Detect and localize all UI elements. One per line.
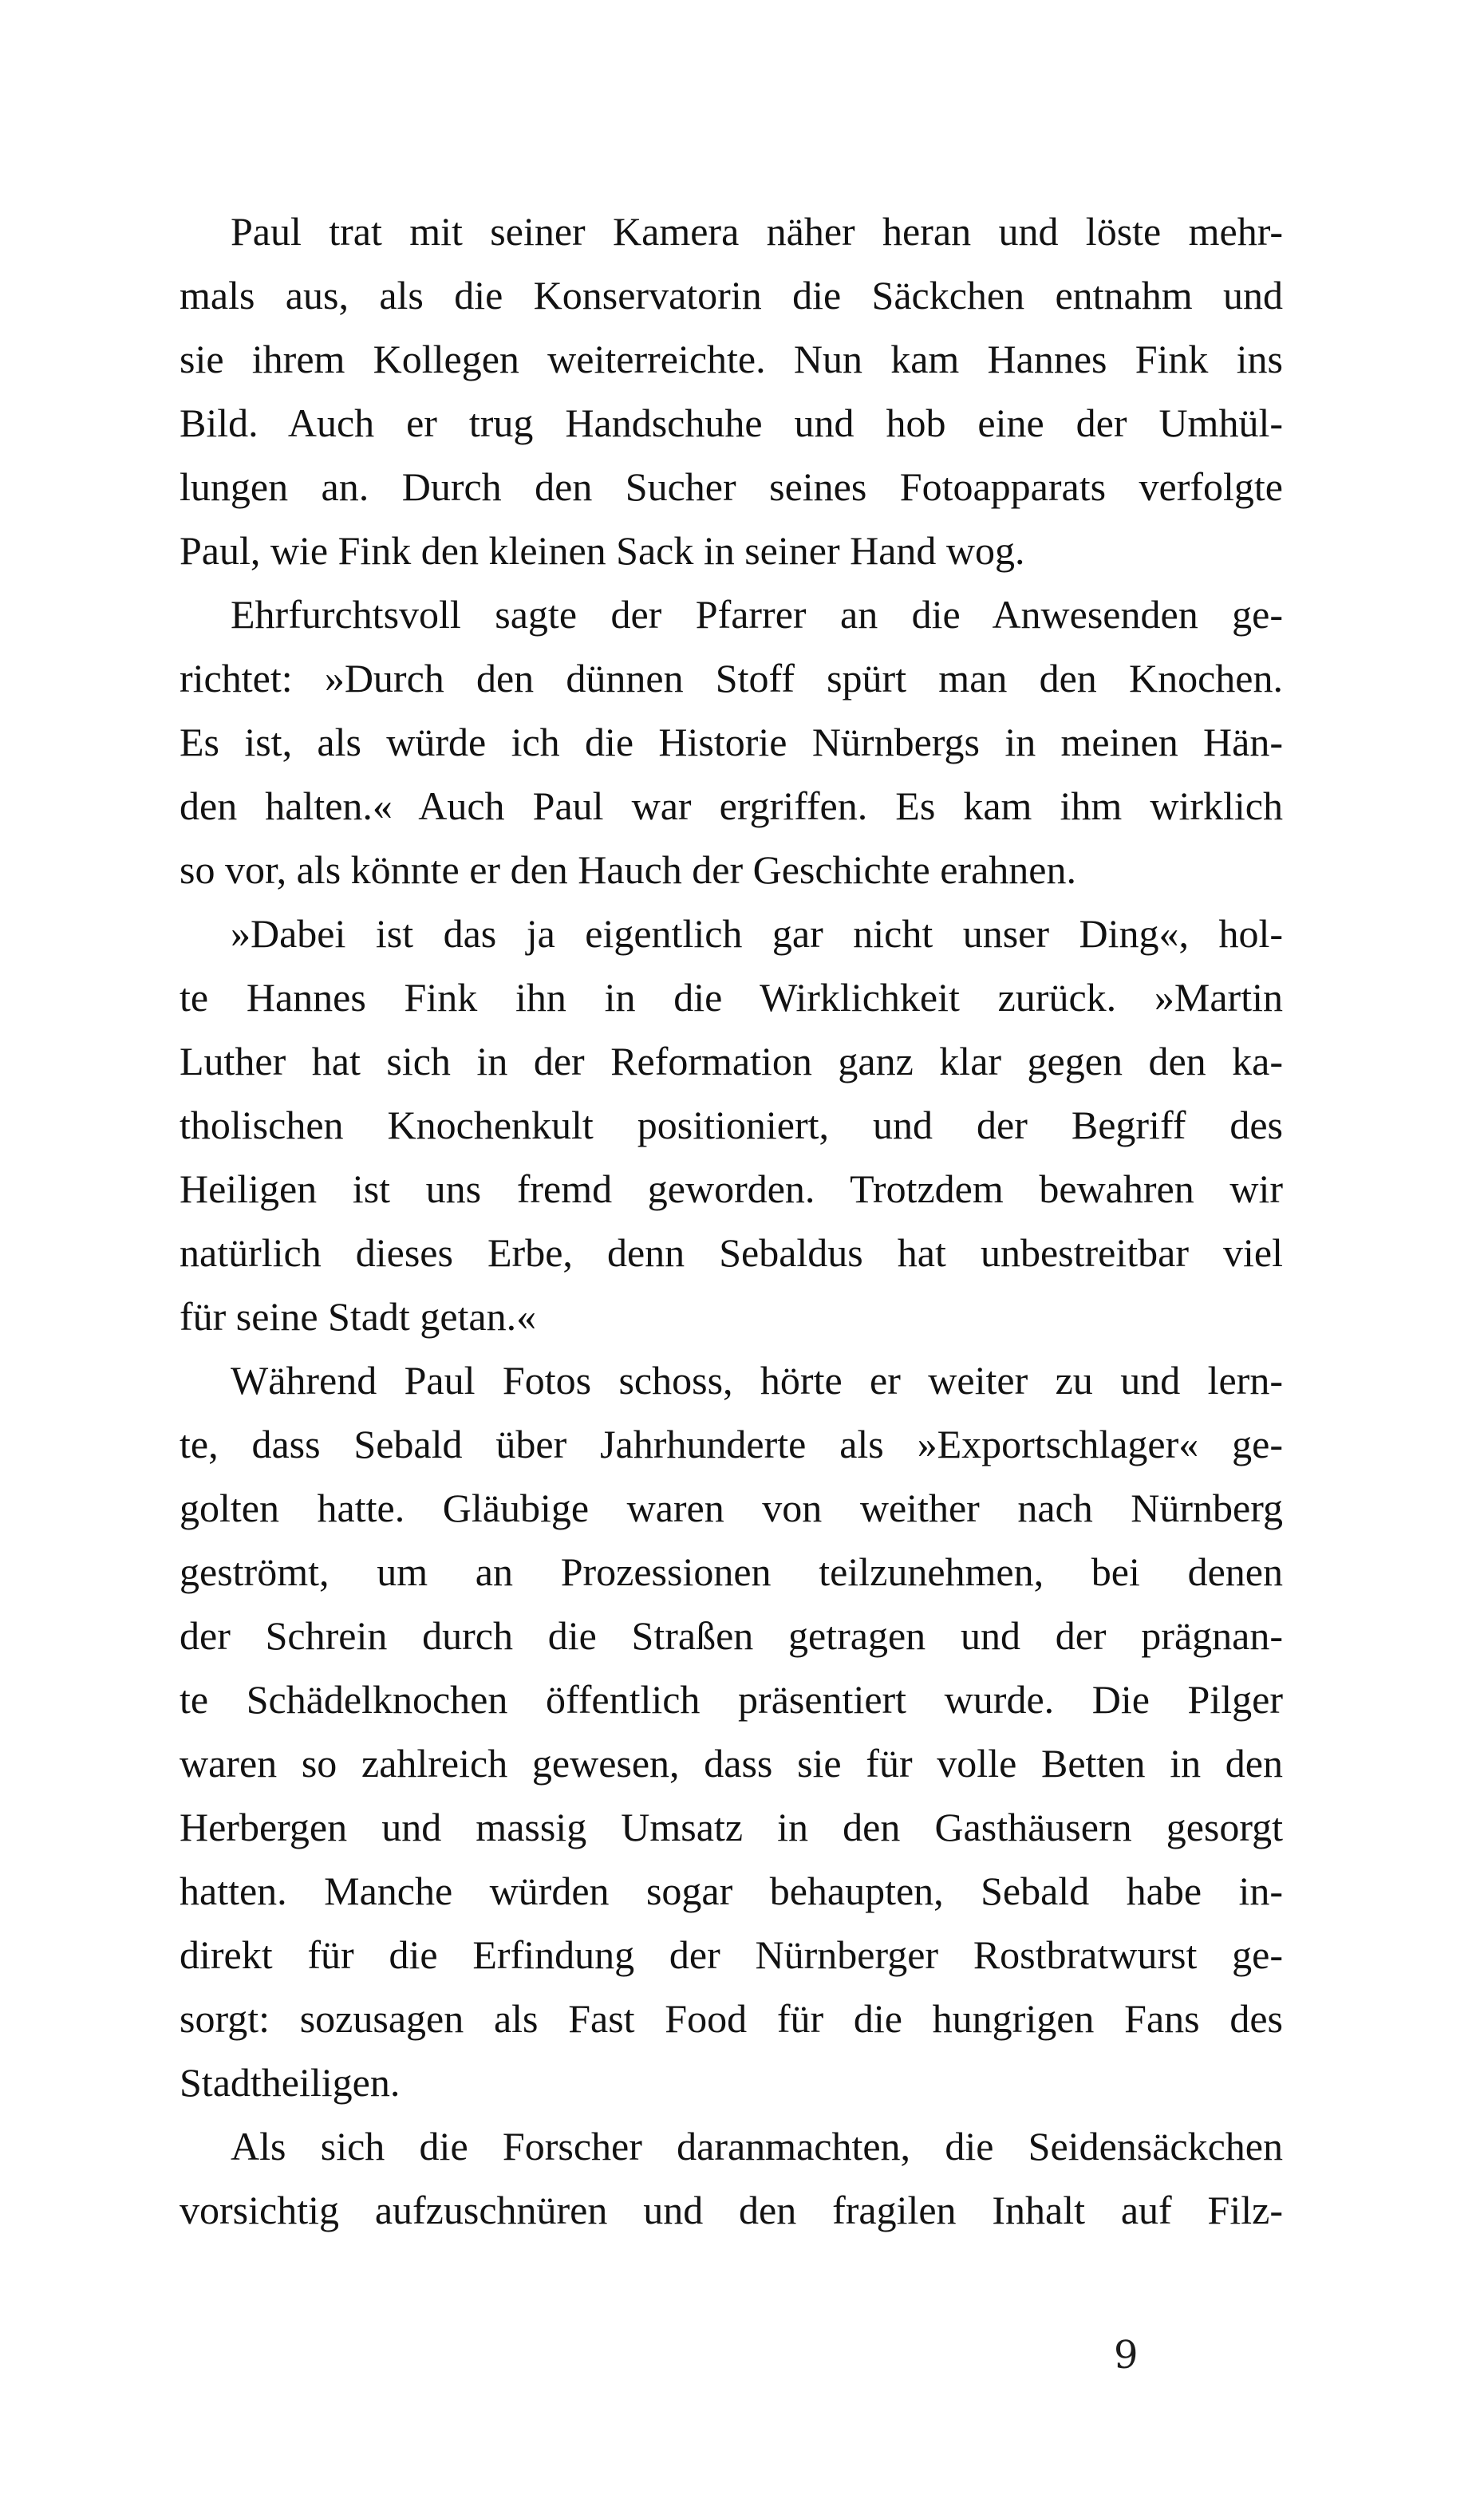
text-line: Paul, wie Fink den kleinen Sack in seiner Hand wog. <box>180 528 1025 573</box>
text-line: Ehrfurchtsvoll sagte der Pfarrer an die Anwesenden ge- <box>231 592 1283 637</box>
text-line: Paul trat mit seiner Kamera näher heran und löste mehr- <box>231 209 1283 254</box>
paragraph <box>180 902 1283 1348</box>
text-line: te, dass Sebald über Jahrhunderte als »Exportschlager« ge- <box>180 1422 1283 1466</box>
text-line: natürlich dieses Erbe, denn Sebaldus hat unbestreitbar viel <box>180 1230 1283 1275</box>
text-line: für seine Stadt getan.« <box>180 1294 537 1339</box>
text-line: so vor, als könnte er den Hauch der Geschichte erahnen. <box>180 847 1076 892</box>
text-line: hatten. Manche würden sogar behaupten, Sebald habe in- <box>180 1869 1283 1913</box>
text-line: sorgt: sozusagen als Fast Food für die hungrigen Fans des <box>180 1996 1283 2041</box>
paragraph <box>180 2114 1283 2242</box>
text-line: der Schrein durch die Straßen getragen und der prägnan- <box>180 1613 1283 1658</box>
text-line: vorsichtig aufzuschnüren und den fragilen Inhalt auf Filz- <box>180 2188 1283 2232</box>
text-line: direkt für die Erfindung der Nürnberger Rostbratwurst ge- <box>180 1932 1283 1977</box>
text-line: Heiligen ist uns fremd geworden. Trotzdem bewahren wir <box>180 1166 1283 1211</box>
text-line: richtet: »Durch den dünnen Stoff spürt man den Knochen. <box>180 656 1283 701</box>
page-text <box>180 199 1283 2242</box>
text-line: Als sich die Forscher daranmachten, die Seidensäckchen <box>231 2124 1283 2169</box>
page-number: 9 <box>1114 2333 1139 2378</box>
text-line: Bild. Auch er trug Handschuhe und hob eine der Umhül- <box>180 401 1283 445</box>
text-line: waren so zahlreich gewesen, dass sie für volle Betten in den <box>180 1741 1283 1786</box>
text-line: te Hannes Fink ihn in die Wirklichkeit zurück. »Martin <box>180 975 1283 1020</box>
text-line: tholischen Knochenkult positioniert, und der Begriff des <box>180 1103 1283 1147</box>
paragraph <box>180 582 1283 902</box>
paragraph <box>180 199 1283 582</box>
text-line: den halten.« Auch Paul war ergriffen. Es kam ihm wirklich <box>180 783 1283 828</box>
text-line: Es ist, als würde ich die Historie Nürnbergs in meinen Hän- <box>180 720 1283 764</box>
text-line: lungen an. Durch den Sucher seines Fotoapparats verfolgte <box>180 464 1283 509</box>
paragraph <box>180 1348 1283 2114</box>
text-line: geströmt, um an Prozessionen teilzunehmen, bei denen <box>180 1549 1283 1594</box>
text-line: Herbergen und massig Umsatz in den Gasthäusern gesorgt <box>180 1805 1283 1849</box>
text-line: te Schädelknochen öffentlich präsentiert wurde. Die Pilger <box>180 1677 1283 1722</box>
text-line: golten hatte. Gläubige waren von weither nach Nürnberg <box>180 1486 1283 1530</box>
text-line: Luther hat sich in der Reformation ganz klar gegen den ka- <box>180 1039 1283 1083</box>
text-line: sie ihrem Kollegen weiterreichte. Nun kam Hannes Fink ins <box>180 337 1283 381</box>
text-line: Stadtheiligen. <box>180 2060 401 2105</box>
text-line: Während Paul Fotos schoss, hörte er weiter zu und lern- <box>231 1358 1283 1403</box>
text-line: mals aus, als die Konservatorin die Säckchen entnahm und <box>180 273 1283 318</box>
text-line: »Dabei ist das ja eigentlich gar nicht unser Ding«, hol- <box>231 911 1283 956</box>
